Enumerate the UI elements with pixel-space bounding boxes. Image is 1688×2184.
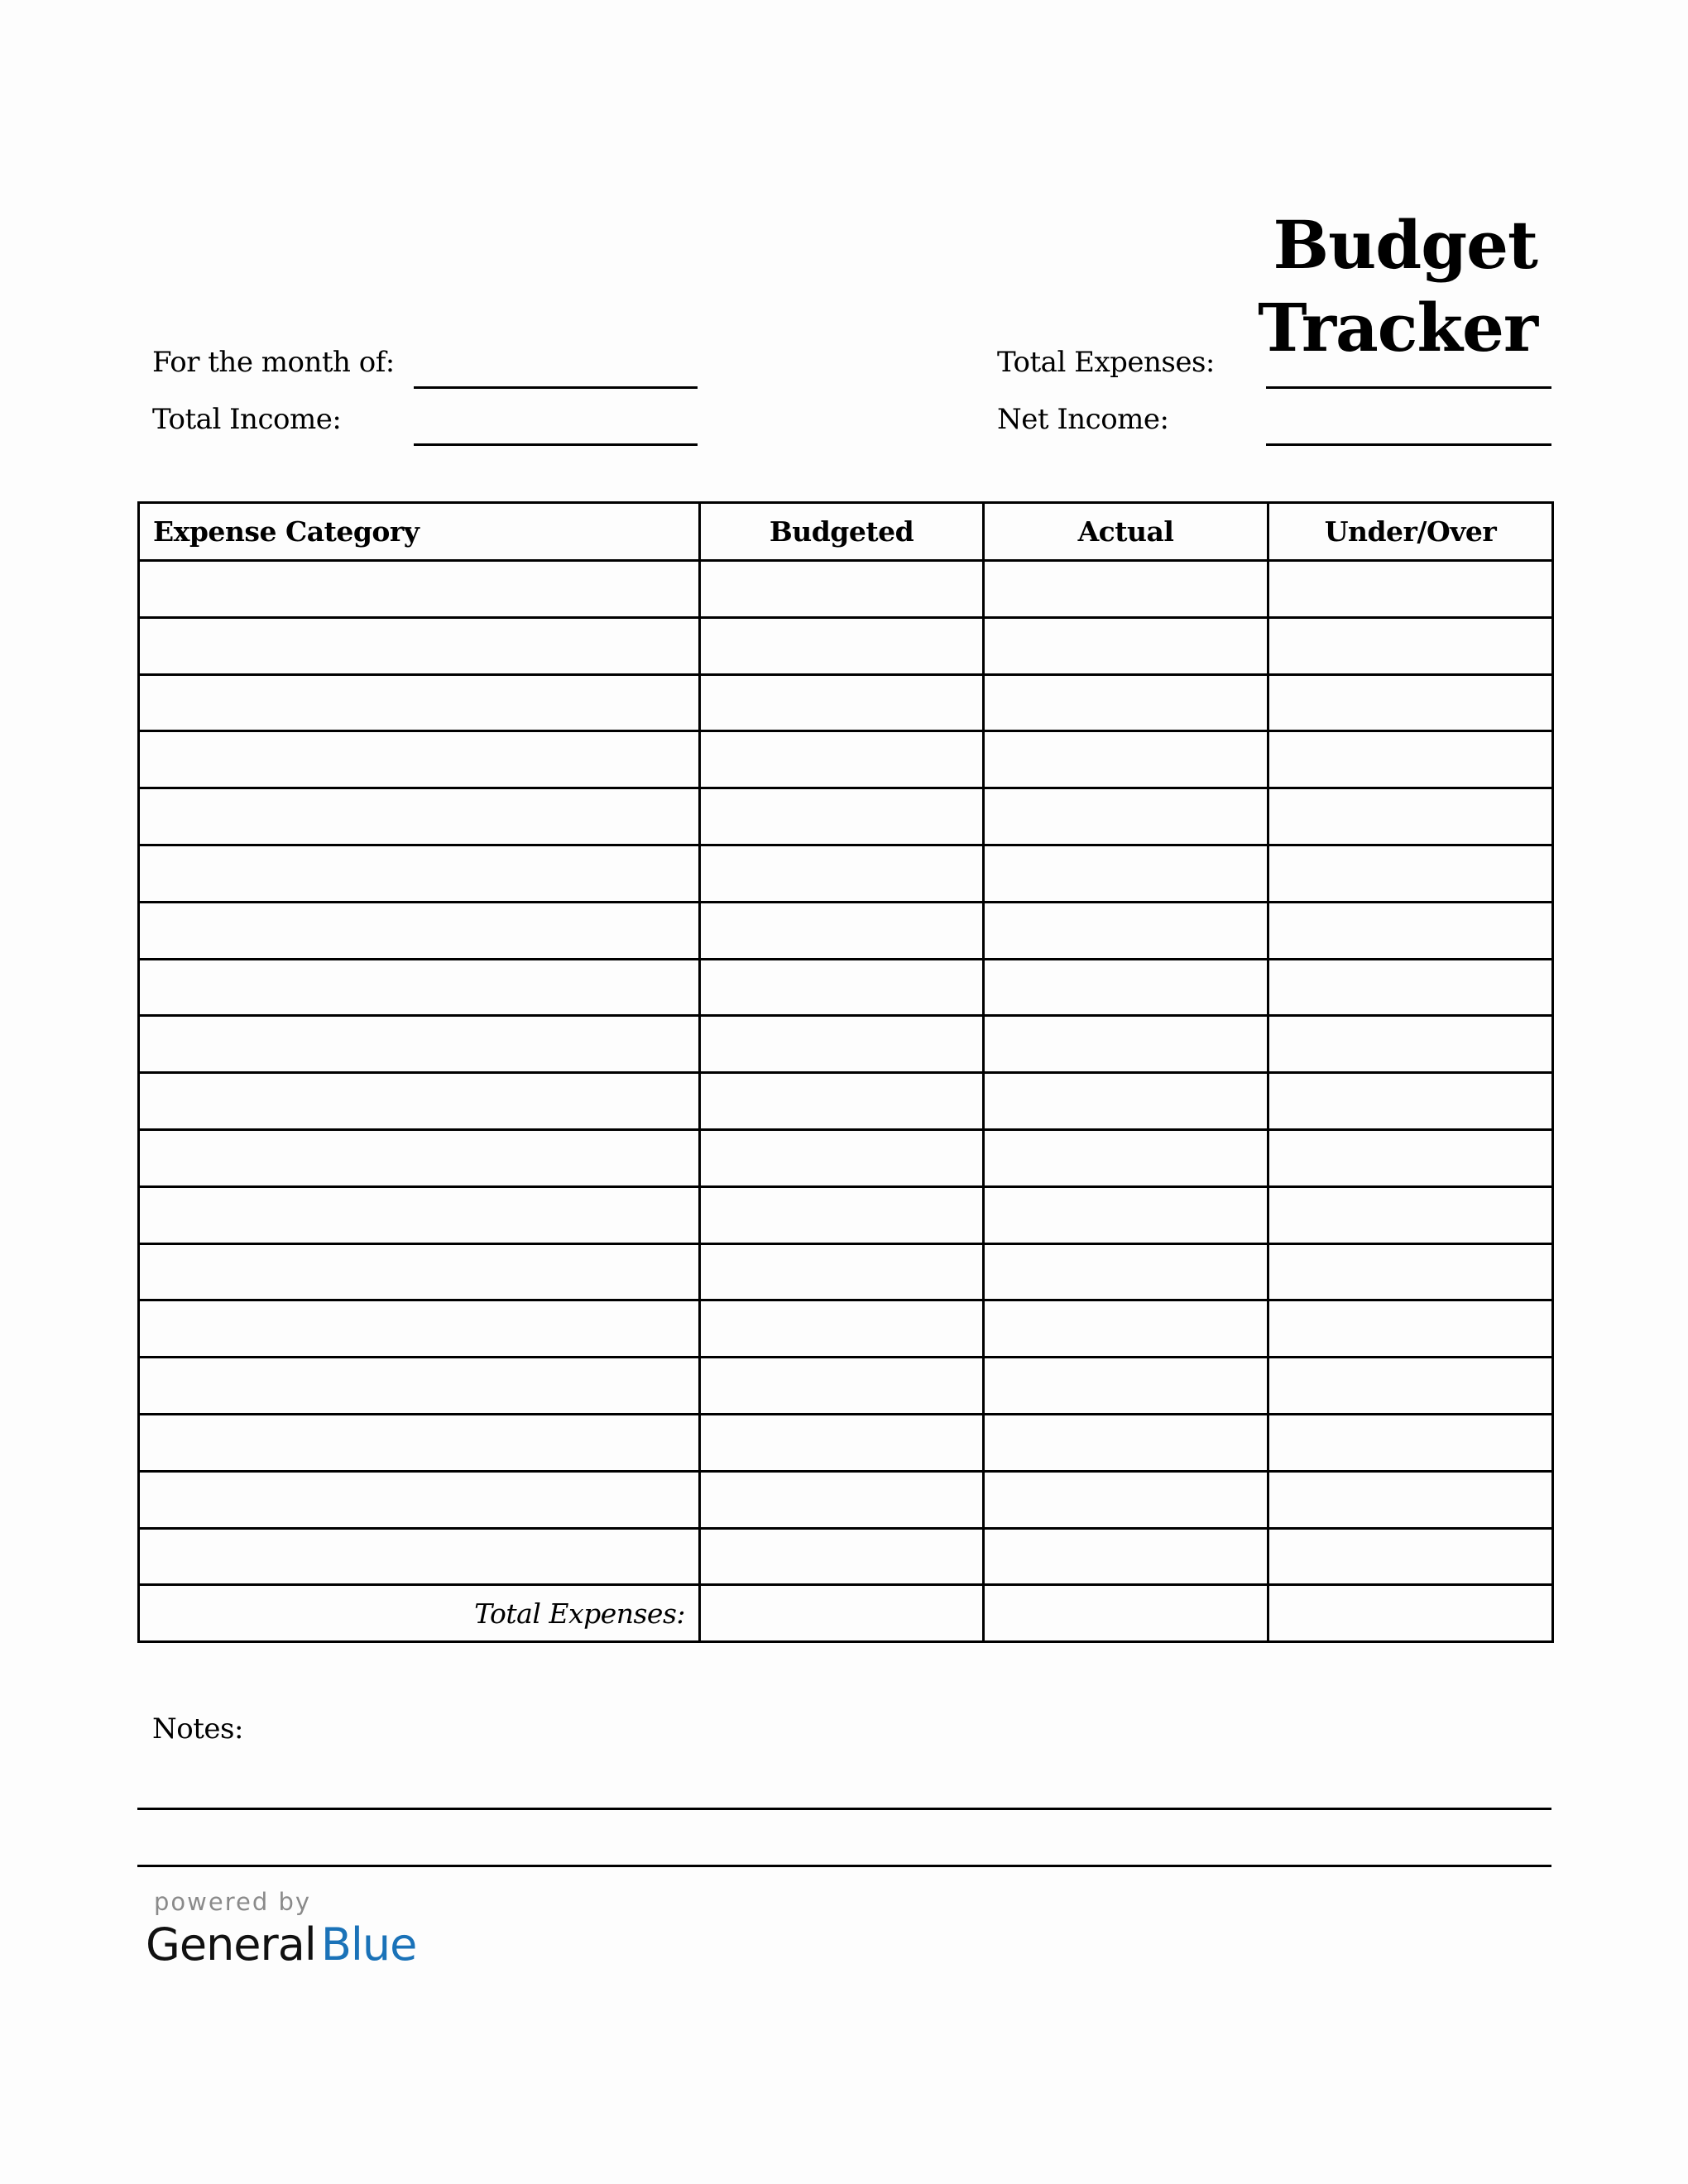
column-header-under-over: Under/Over bbox=[1268, 503, 1553, 561]
category-cell[interactable] bbox=[139, 731, 700, 788]
category-cell[interactable] bbox=[139, 1528, 700, 1585]
table-row bbox=[139, 1300, 1553, 1358]
total-row bbox=[139, 1585, 1553, 1642]
budgeted-cell[interactable] bbox=[700, 674, 984, 731]
under-over-cell[interactable] bbox=[1268, 731, 1553, 788]
table-row bbox=[139, 1073, 1553, 1130]
total-income-label: Total Income: bbox=[152, 403, 342, 436]
category-cell[interactable] bbox=[139, 1471, 700, 1528]
budgeted-cell[interactable] bbox=[700, 1073, 984, 1130]
category-cell[interactable] bbox=[139, 1186, 700, 1243]
category-cell[interactable] bbox=[139, 1243, 700, 1300]
budgeted-cell[interactable] bbox=[700, 1129, 984, 1186]
category-cell[interactable] bbox=[139, 674, 700, 731]
budgeted-cell[interactable] bbox=[700, 1414, 984, 1471]
under-over-cell[interactable] bbox=[1268, 845, 1553, 902]
budgeted-cell[interactable] bbox=[700, 845, 984, 902]
column-header-budgeted: Budgeted bbox=[700, 503, 984, 561]
actual-cell[interactable] bbox=[984, 1243, 1268, 1300]
under-over-cell[interactable] bbox=[1268, 1016, 1553, 1073]
column-header-expense-category: Expense Category bbox=[139, 503, 700, 561]
actual-cell[interactable] bbox=[984, 617, 1268, 674]
actual-cell[interactable] bbox=[984, 788, 1268, 845]
budgeted-cell[interactable] bbox=[700, 788, 984, 845]
actual-cell[interactable] bbox=[984, 1358, 1268, 1415]
total-budgeted-cell[interactable] bbox=[700, 1585, 984, 1642]
net-income-field[interactable] bbox=[1266, 443, 1551, 446]
total-income-field[interactable] bbox=[414, 443, 698, 446]
notes-line-1[interactable] bbox=[137, 1808, 1551, 1810]
category-cell[interactable] bbox=[139, 845, 700, 902]
under-over-cell[interactable] bbox=[1268, 1243, 1553, 1300]
table-row bbox=[139, 1358, 1553, 1415]
powered-by-text: powered by bbox=[154, 1888, 312, 1916]
notes-label: Notes: bbox=[152, 1712, 243, 1746]
brand-general: General bbox=[146, 1918, 316, 1971]
actual-cell[interactable] bbox=[984, 1073, 1268, 1130]
table-row bbox=[139, 1471, 1553, 1528]
category-cell[interactable] bbox=[139, 1300, 700, 1358]
actual-cell[interactable] bbox=[984, 1414, 1268, 1471]
under-over-cell[interactable] bbox=[1268, 788, 1553, 845]
actual-cell[interactable] bbox=[984, 1528, 1268, 1585]
column-header-actual: Actual bbox=[984, 503, 1268, 561]
actual-cell[interactable] bbox=[984, 845, 1268, 902]
table-row bbox=[139, 1528, 1553, 1585]
category-cell[interactable] bbox=[139, 1358, 700, 1415]
table-row bbox=[139, 674, 1553, 731]
actual-cell[interactable] bbox=[984, 902, 1268, 959]
actual-cell[interactable] bbox=[984, 674, 1268, 731]
under-over-cell[interactable] bbox=[1268, 561, 1553, 618]
actual-cell[interactable] bbox=[984, 959, 1268, 1016]
total-under-over-cell[interactable] bbox=[1268, 1585, 1553, 1642]
actual-cell[interactable] bbox=[984, 1186, 1268, 1243]
budgeted-cell[interactable] bbox=[700, 617, 984, 674]
table-row bbox=[139, 959, 1553, 1016]
total-actual-cell[interactable] bbox=[984, 1585, 1268, 1642]
category-cell[interactable] bbox=[139, 617, 700, 674]
under-over-cell[interactable] bbox=[1268, 674, 1553, 731]
total-expenses-row-label: Total Expenses: bbox=[139, 1585, 700, 1642]
budgeted-cell[interactable] bbox=[700, 902, 984, 959]
actual-cell[interactable] bbox=[984, 1471, 1268, 1528]
table-body bbox=[139, 561, 1553, 1585]
category-cell[interactable] bbox=[139, 561, 700, 618]
month-label: For the month of: bbox=[152, 346, 395, 379]
table-header-row bbox=[139, 503, 1553, 561]
budgeted-cell[interactable] bbox=[700, 1243, 984, 1300]
category-cell[interactable] bbox=[139, 1129, 700, 1186]
budgeted-cell[interactable] bbox=[700, 1016, 984, 1073]
actual-cell[interactable] bbox=[984, 731, 1268, 788]
actual-cell[interactable] bbox=[984, 1129, 1268, 1186]
table-row bbox=[139, 902, 1553, 959]
under-over-cell[interactable] bbox=[1268, 1073, 1553, 1130]
under-over-cell[interactable] bbox=[1268, 1471, 1553, 1528]
budgeted-cell[interactable] bbox=[700, 1528, 984, 1585]
budgeted-cell[interactable] bbox=[700, 1300, 984, 1358]
table-row bbox=[139, 788, 1553, 845]
month-field[interactable] bbox=[414, 386, 698, 389]
table-row bbox=[139, 561, 1553, 618]
budgeted-cell[interactable] bbox=[700, 561, 984, 618]
category-cell[interactable] bbox=[139, 788, 700, 845]
under-over-cell[interactable] bbox=[1268, 1186, 1553, 1243]
actual-cell[interactable] bbox=[984, 1016, 1268, 1073]
category-cell[interactable] bbox=[139, 1073, 700, 1130]
net-income-label: Net Income: bbox=[997, 403, 1169, 436]
category-cell[interactable] bbox=[139, 959, 700, 1016]
under-over-cell[interactable] bbox=[1268, 1300, 1553, 1358]
under-over-cell[interactable] bbox=[1268, 902, 1553, 959]
notes-line-2[interactable] bbox=[137, 1865, 1551, 1867]
under-over-cell[interactable] bbox=[1268, 1129, 1553, 1186]
budgeted-cell[interactable] bbox=[700, 1186, 984, 1243]
category-cell[interactable] bbox=[139, 902, 700, 959]
budgeted-cell[interactable] bbox=[700, 959, 984, 1016]
under-over-cell[interactable] bbox=[1268, 617, 1553, 674]
budgeted-cell[interactable] bbox=[700, 1471, 984, 1528]
under-over-cell[interactable] bbox=[1268, 1414, 1553, 1471]
actual-cell[interactable] bbox=[984, 561, 1268, 618]
under-over-cell[interactable] bbox=[1268, 1528, 1553, 1585]
expense-table bbox=[137, 501, 1554, 1643]
actual-cell[interactable] bbox=[984, 1300, 1268, 1358]
under-over-cell[interactable] bbox=[1268, 959, 1553, 1016]
budgeted-cell[interactable] bbox=[700, 731, 984, 788]
under-over-cell[interactable] bbox=[1268, 1358, 1553, 1415]
table-row bbox=[139, 1129, 1553, 1186]
total-expenses-label: Total Expenses: bbox=[997, 346, 1215, 379]
table-row bbox=[139, 617, 1553, 674]
table-row bbox=[139, 845, 1553, 902]
table-row bbox=[139, 1186, 1553, 1243]
brand-logo bbox=[146, 1918, 416, 1972]
table-row bbox=[139, 1243, 1553, 1300]
table-row bbox=[139, 1414, 1553, 1471]
total-expenses-field[interactable] bbox=[1266, 386, 1551, 389]
brand-blue: Blue bbox=[320, 1918, 417, 1971]
table-row bbox=[139, 1016, 1553, 1073]
budgeted-cell[interactable] bbox=[700, 1358, 984, 1415]
table-row bbox=[139, 731, 1553, 788]
category-cell[interactable] bbox=[139, 1414, 700, 1471]
document-title: Budget Tracker bbox=[1258, 206, 1537, 366]
category-cell[interactable] bbox=[139, 1016, 700, 1073]
